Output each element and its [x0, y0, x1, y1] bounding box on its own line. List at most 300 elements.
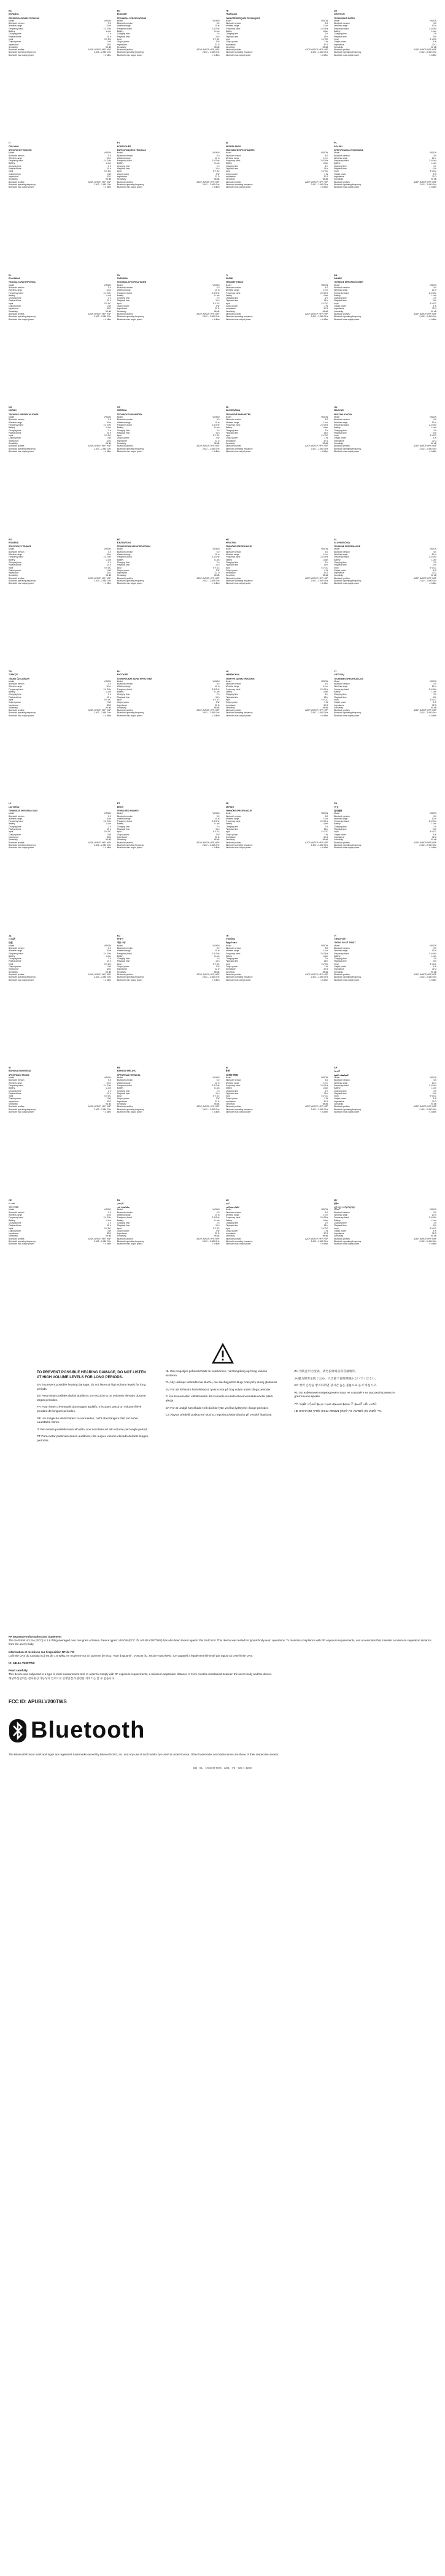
spec-value: < 4 dBm [428, 318, 436, 321]
spec-label: Model [225, 416, 231, 419]
hearing-warning-section [37, 1343, 408, 1607]
spec-label: Bluetooth max output power [334, 318, 360, 321]
spec-value: 32 Ω [323, 307, 328, 310]
spec-heading: مشخصات فنی [117, 1206, 130, 1209]
spec-label: Bluetooth operating frequency [117, 447, 144, 450]
spec-value: 2 h [108, 957, 111, 960]
spec-row [226, 715, 328, 717]
spec-label: Charging time [225, 693, 239, 696]
spec-value: A2DP, AVRCP, HFP, HSP [413, 973, 436, 976]
spec-label: Bluetooth profiles [9, 973, 25, 976]
spec-label: Charging time [9, 693, 21, 696]
spec-label: Bluetooth profiles [334, 841, 350, 844]
spec-label: Input [117, 962, 122, 965]
spec-value: 5 V DC [212, 1227, 220, 1230]
spec-label: Output power [117, 40, 130, 44]
spec-label: Bluetooth version [117, 1079, 133, 1082]
language-code: SR [225, 802, 229, 805]
spec-value: Li-ion [106, 558, 111, 561]
spec-label: Bluetooth version [225, 815, 241, 818]
spec-value: A2DP, AVRCP, HFP, HSP [413, 709, 436, 712]
spec-value: 10 m [106, 25, 111, 28]
spec-label: Bluetooth operating frequency [117, 1108, 144, 1111]
spec-value: < 4 dBm [212, 450, 220, 453]
spec-value: 5.0 [108, 154, 111, 157]
language-code: KO [117, 934, 121, 937]
spec-value: 32 Ω [323, 572, 328, 575]
spec-value: 5.0 [325, 683, 328, 686]
spec-label: Bluetooth operating frequency [334, 843, 362, 846]
spec-value: 3 W [107, 833, 111, 836]
spec-value: 2.402 – 2.480 GHz [311, 843, 328, 846]
spec-value: 2 h [216, 33, 220, 36]
spec-label: Playback time [334, 960, 347, 963]
spec-label: Frequency band [9, 952, 23, 955]
spec-label: Charging time [9, 1221, 21, 1224]
spec-label: Bluetooth version [334, 550, 350, 553]
spec-value: 10 m [323, 1081, 328, 1084]
spec-label: Bluetooth version [9, 683, 25, 686]
spec-value: < 4 dBm [212, 186, 220, 189]
spec-value: 2 h [433, 1221, 436, 1224]
spec-label: Wireless range [117, 949, 131, 953]
spec-value: 2.4 GHz [212, 423, 220, 426]
spec-label: Playback time [9, 564, 21, 567]
spec-label: Input [225, 170, 230, 173]
spec-label: Bluetooth operating frequency [117, 843, 144, 846]
spec-value: VISION [104, 812, 111, 815]
spec-label: Bluetooth profiles [334, 312, 350, 315]
spec-value: 5.0 [108, 683, 111, 686]
language-title: ΕΛΛΗΝΙΚΑ [9, 277, 20, 280]
spec-label: Bluetooth version [334, 286, 350, 289]
spec-label: Impedance [225, 1100, 236, 1103]
spec-value: 2 h [216, 164, 220, 167]
spec-label: Input [117, 830, 122, 834]
spec-label: Impedance [9, 703, 19, 707]
spec-value: 2.402 – 2.480 GHz [419, 711, 436, 715]
spec-value: 32 Ω [323, 703, 328, 707]
spec-label: Wireless range [9, 949, 22, 953]
spec-label: Battery [117, 426, 124, 429]
spec-value: 3 W [215, 305, 220, 308]
language-code: EL [9, 274, 12, 277]
spec-label: Model [9, 151, 14, 155]
spec-label: Playback time [225, 696, 239, 699]
warning-item: PL Aby uniknąć uszkodzenia słuchu, nie słuchaj przez długi czas przy dużej głośności. [165, 1381, 278, 1385]
spec-label: Battery [9, 162, 15, 165]
spec-label: Battery [225, 294, 232, 297]
spec-value: 2.4 GHz [212, 291, 220, 294]
spec-label: Bluetooth max output power [334, 186, 360, 189]
spec-value: VISION [429, 151, 436, 155]
spec-label: Wireless range [334, 553, 348, 556]
spec-label: Wireless range [334, 156, 348, 159]
spec-value: 2.402 – 2.480 GHz [94, 447, 111, 450]
spec-label: Frequency band [334, 556, 349, 559]
spec-label: Sensitivity [9, 1235, 18, 1238]
spec-label: Model [334, 680, 340, 683]
spec-value: A2DP, AVRCP, HFP, HSP [196, 48, 220, 52]
language-block-sk [226, 406, 328, 529]
spec-label: Output power [9, 569, 21, 572]
spec-value: A2DP, AVRCP, HFP, HSP [413, 445, 436, 448]
spec-label: Bluetooth max output power [334, 1243, 360, 1246]
spec-value: 10 m [323, 553, 328, 556]
spec-heading: المواصفات الفنية [334, 1073, 349, 1076]
spec-heading: TECHNINĖS SPECIFIKACIJOS [334, 677, 363, 680]
spec-value: 2.402 – 2.480 GHz [202, 843, 220, 846]
spec-label: Output power [225, 437, 238, 440]
warning-column-1 [37, 1370, 151, 1447]
spec-value: 32 Ω [323, 968, 328, 971]
spec-value: < 4 dBm [320, 1243, 328, 1246]
spec-label: Sensitivity [117, 45, 126, 48]
spec-label: Impedance [334, 1100, 344, 1103]
spec-value: 5.0 [108, 946, 111, 949]
spec-value: 5 V DC [430, 302, 436, 305]
spec-heading: SPESIFIKASI TEKNIS [9, 1073, 29, 1076]
spec-label: Bluetooth version [334, 22, 350, 25]
spec-label: Frequency band [225, 1216, 241, 1219]
spec-value: 2.4 GHz [320, 1216, 328, 1219]
spec-label: Input [9, 1095, 14, 1098]
language-title: SVENSKA [117, 277, 128, 280]
spec-label: Sensitivity [334, 838, 344, 841]
spec-row [9, 582, 111, 585]
spec-label: Bluetooth profiles [117, 841, 133, 844]
spec-value: 10 m [431, 1214, 436, 1217]
spec-value: VISION [212, 19, 220, 22]
warning-triangle-icon [212, 1343, 234, 1364]
spec-value: 2.4 GHz [103, 159, 111, 163]
spec-value: 3 W [433, 305, 436, 308]
spec-label: Impedance [334, 307, 344, 310]
spec-value: 32 Ω [431, 835, 436, 838]
spec-value: 5.0 [325, 815, 328, 818]
spec-value: 2.402 – 2.480 GHz [202, 580, 220, 583]
spec-value: 15 h [107, 1224, 111, 1227]
spec-value: A2DP, AVRCP, HFP, HSP [305, 709, 328, 712]
spec-value: Li-ion [323, 30, 328, 33]
spec-value: 2.4 GHz [320, 1084, 328, 1087]
spec-row [334, 1243, 436, 1245]
spec-label: Impedance [334, 43, 344, 46]
spec-value: 98 dB [106, 838, 111, 841]
spec-value: 5.0 [108, 22, 111, 25]
spec-value: Li-ion [214, 162, 220, 165]
spec-value: 32 Ω [431, 968, 436, 971]
spec-label: Battery [117, 294, 124, 297]
spec-value: A2DP, AVRCP, HFP, HSP [413, 841, 436, 844]
spec-label: Charging time [117, 1089, 130, 1092]
spec-value: < 4 dBm [103, 978, 111, 981]
spec-value: 98 dB [322, 706, 328, 709]
spec-label: Bluetooth version [334, 418, 350, 421]
spec-value: < 4 dBm [428, 846, 436, 849]
spec-label: Output power [334, 1229, 347, 1232]
spec-label: Input [334, 566, 339, 569]
spec-label: Playback time [117, 960, 130, 963]
spec-label: Battery [334, 294, 341, 297]
spec-label: Impedance [9, 968, 19, 971]
spec-value: 2.4 GHz [428, 820, 436, 823]
spec-value: 32 Ω [431, 703, 436, 707]
spec-label: Impedance [334, 175, 344, 178]
spec-row [334, 186, 436, 188]
spec-value: VISION [212, 548, 220, 551]
spec-value: 15 h [107, 35, 111, 38]
spec-value: 98 dB [214, 970, 220, 973]
spec-value: 15 h [323, 696, 328, 699]
spec-label: Model [334, 416, 340, 419]
spec-value: < 4 dBm [103, 318, 111, 321]
spec-label: Bluetooth max output power [117, 714, 142, 717]
spec-label: Frequency band [117, 423, 132, 426]
spec-label: Sensitivity [225, 706, 235, 709]
spec-value: 32 Ω [431, 43, 436, 46]
spec-value: 15 h [215, 35, 220, 38]
spec-label: Playback time [334, 1092, 347, 1095]
spec-label: Model [225, 812, 231, 815]
warning-item: HE כדי למנוע נזק לשמיעה, אין להאזין בעוצמה גבוהה לפרקי זמן ארוכים. [294, 1409, 382, 1413]
spec-label: Output power [334, 437, 347, 440]
spec-row [9, 1243, 111, 1245]
spec-label: Charging time [334, 561, 347, 564]
spec-heading: تکنیکی وضاحتیں [225, 1206, 239, 1209]
spec-value: 2 h [325, 164, 328, 167]
spec-value: 32 Ω [106, 1232, 111, 1235]
language-block-id [9, 1067, 111, 1190]
spec-row [117, 979, 220, 981]
spec-value: VISION [104, 548, 111, 551]
language-code: FI [225, 274, 228, 277]
language-code: BG [117, 538, 121, 541]
language-block-en [117, 10, 220, 133]
spec-value: A2DP, AVRCP, HFP, HSP [196, 841, 220, 844]
language-title: فارسی [117, 1202, 124, 1205]
spec-label: Model [117, 680, 123, 683]
spec-label: Playback time [9, 828, 21, 831]
spec-label: Bluetooth profiles [9, 577, 25, 580]
spec-value: 32 Ω [215, 1100, 220, 1103]
spec-value: 32 Ω [323, 835, 328, 838]
spec-value: 3 W [324, 965, 328, 968]
spec-label: Wireless range [225, 553, 239, 556]
spec-label: Output power [334, 1097, 347, 1100]
spec-value: A2DP, AVRCP, HFP, HSP [413, 577, 436, 580]
spec-value: 3 W [324, 437, 328, 440]
spec-value: 2.402 – 2.480 GHz [202, 447, 220, 450]
spec-value: 10 m [215, 421, 220, 424]
language-title: РУССКИЙ [117, 673, 128, 677]
spec-value: 5.0 [325, 418, 328, 421]
spec-value: < 4 dBm [320, 186, 328, 189]
spec-value: 98 dB [106, 706, 111, 709]
spec-value: Li-ion [106, 691, 111, 694]
spec-label: Frequency band [225, 27, 241, 30]
spec-value: 32 Ω [431, 439, 436, 442]
spec-heading: TEKNISET TIEDOT [225, 281, 244, 284]
spec-value: 2 h [108, 1089, 111, 1092]
spec-label: Charging time [117, 561, 130, 564]
spec-value: 15 h [432, 167, 436, 171]
spec-value: 5 V DC [430, 170, 436, 173]
spec-row [117, 1243, 220, 1245]
language-title: LIETUVIŲ [334, 673, 344, 677]
spec-label: Battery [9, 822, 15, 826]
ic-exposure-title: Information et mentions sur l'exposition RF de l'IC [9, 1650, 75, 1654]
spec-label: Playback time [225, 1092, 239, 1095]
spec-label: Sensitivity [117, 970, 126, 973]
spec-heading: 技术规格 [334, 809, 342, 812]
spec-value: 98 dB [431, 574, 436, 577]
spec-label: Bluetooth version [9, 550, 25, 553]
spec-label: Frequency band [225, 688, 241, 691]
language-block-de [334, 10, 436, 133]
spec-value: 5 V DC [321, 170, 328, 173]
spec-label: Wireless range [9, 156, 22, 159]
spec-label: Model [117, 944, 123, 947]
spec-label: Bluetooth version [225, 286, 241, 289]
spec-label: Output power [117, 965, 130, 968]
spec-label: Bluetooth profiles [334, 973, 350, 976]
spec-value: 5 V DC [321, 830, 328, 834]
spec-label: Impedance [117, 43, 128, 46]
spec-value: Li-ion [214, 691, 220, 694]
spec-label: Sensitivity [117, 706, 126, 709]
spec-value: 15 h [432, 960, 436, 963]
spec-row [334, 979, 436, 981]
spec-value: 98 dB [322, 1235, 328, 1238]
spec-label: Impedance [117, 175, 128, 178]
spec-label: Output power [225, 305, 238, 308]
spec-value: 3 W [215, 701, 220, 704]
spec-label: Wireless range [117, 553, 131, 556]
spec-value: 98 dB [322, 970, 328, 973]
spec-label: Frequency band [9, 423, 23, 426]
spec-label: Playback time [9, 1224, 21, 1227]
spec-label: Battery [334, 1219, 341, 1222]
spec-label: Charging time [117, 1221, 130, 1224]
language-title: LATVIEŠU [9, 805, 20, 808]
spec-label: Bluetooth operating frequency [9, 976, 36, 979]
spec-value: 98 dB [214, 1235, 220, 1238]
spec-value: 2.4 GHz [428, 556, 436, 559]
spec-label: Impedance [117, 703, 128, 707]
spec-value: Li-ion [323, 691, 328, 694]
spec-label: Bluetooth profiles [225, 312, 241, 315]
spec-value: 2.402 – 2.480 GHz [94, 183, 111, 186]
spec-label: Impedance [334, 703, 344, 707]
spec-label: Model [117, 1208, 123, 1211]
spec-value: A2DP, AVRCP, HFP, HSP [305, 180, 328, 183]
spec-value: 15 h [107, 1092, 111, 1095]
spec-label: Bluetooth max output power [117, 450, 142, 453]
spec-label: Playback time [334, 431, 347, 434]
spec-label: Bluetooth max output power [9, 186, 34, 189]
spec-value: < 4 dBm [103, 450, 111, 453]
language-block-ko [117, 935, 220, 1058]
spec-label: Bluetooth version [334, 1079, 350, 1082]
spec-label: Frequency band [225, 952, 241, 955]
spec-label: Model [334, 283, 340, 286]
spec-row [9, 186, 111, 188]
language-block-ja [9, 935, 111, 1058]
spec-label: Wireless range [225, 1214, 239, 1217]
spec-value: < 4 dBm [103, 53, 111, 56]
spec-value: A2DP, AVRCP, HFP, HSP [305, 1105, 328, 1108]
spec-value: 3 W [107, 1097, 111, 1100]
spec-heading: TECHNICKÉ PARAMETRY [117, 413, 142, 416]
spec-value: A2DP, AVRCP, HFP, HSP [88, 445, 111, 448]
language-title: ENGLISH [117, 13, 127, 16]
spec-value: 2.402 – 2.480 GHz [419, 1240, 436, 1243]
spec-value: 32 Ω [215, 175, 220, 178]
spec-label: Bluetooth max output power [334, 1110, 360, 1113]
spec-value: 5 V DC [321, 1227, 328, 1230]
language-block-he [9, 1199, 111, 1322]
spec-label: Bluetooth max output power [117, 582, 142, 585]
spec-label: Bluetooth max output power [117, 1243, 142, 1246]
spec-label: Playback time [334, 167, 347, 171]
spec-label: Input [117, 302, 122, 305]
spec-label: Bluetooth version [9, 154, 25, 157]
spec-label: Bluetooth operating frequency [225, 183, 253, 186]
language-title: SUOMI [225, 277, 233, 280]
spec-label: Frequency band [9, 556, 23, 559]
spec-value: < 4 dBm [103, 186, 111, 189]
spec-label: Sensitivity [334, 310, 344, 313]
spec-row [334, 1111, 436, 1113]
spec-value: 98 dB [431, 1235, 436, 1238]
spec-value: 2 h [108, 825, 111, 828]
spec-label: Sensitivity [334, 1235, 344, 1238]
spec-value: 5.0 [433, 550, 436, 553]
spec-value: 2 h [325, 297, 328, 300]
spec-label: Bluetooth profiles [334, 1105, 350, 1108]
spec-value: 5.0 [325, 286, 328, 289]
language-title: 日本語 [9, 938, 15, 941]
spec-heading: နည်းပညာ သတ်မှတ်ချက်များ [334, 1206, 356, 1209]
spec-value: 3 W [324, 701, 328, 704]
language-block-it [9, 142, 111, 265]
spec-label: Bluetooth max output power [9, 846, 34, 849]
spec-label: Battery [225, 1087, 232, 1090]
spec-value: 32 Ω [106, 835, 111, 838]
spec-value: 3 W [433, 833, 436, 836]
bluetooth-wordmark: Bluetooth [31, 1717, 145, 1743]
spec-label: Bluetooth max output power [225, 1243, 251, 1246]
language-code: UK [225, 670, 229, 673]
spec-value: 15 h [432, 35, 436, 38]
spec-label: Battery [334, 691, 341, 694]
language-code: HI [225, 1067, 228, 1070]
spec-value: VISION [321, 283, 328, 286]
spec-label: Wireless range [225, 156, 239, 159]
spec-label: Sensitivity [225, 574, 235, 577]
spec-label: Input [225, 302, 230, 305]
spec-value: 2.402 – 2.480 GHz [202, 183, 220, 186]
spec-label: Bluetooth version [9, 1079, 25, 1082]
spec-label: Bluetooth max output power [225, 582, 251, 585]
spec-value: 15 h [432, 564, 436, 567]
spec-value: Li-ion [323, 558, 328, 561]
spec-value: 98 dB [106, 178, 111, 181]
language-block-sl [334, 539, 436, 662]
spec-label: Sensitivity [117, 1235, 126, 1238]
spec-label: Bluetooth operating frequency [334, 711, 362, 715]
